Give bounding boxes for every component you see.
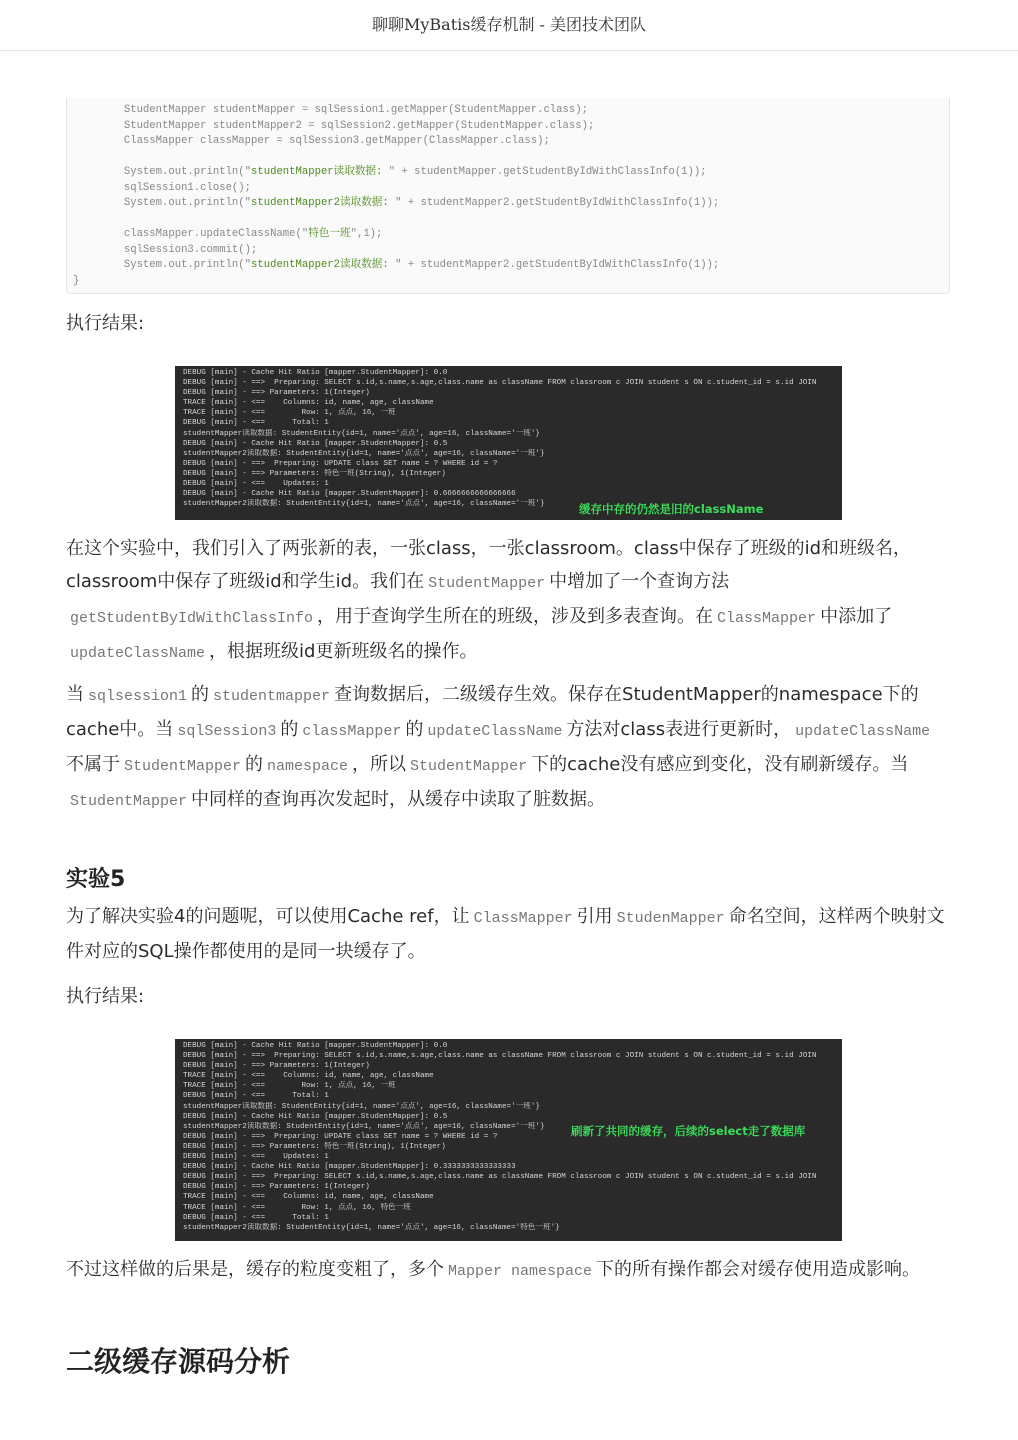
inline-code: classMapper: [302, 723, 402, 740]
terminal-log-line: DEBUG [main] - ==> Preparing: SELECT s.id,s.name,s.age,class.name as className FROM classroom c JOIN student s ON c.student_id = s.id JOIN: [183, 379, 817, 388]
terminal-log-line: DEBUG [main] - Cache Hit Ratio [mapper.StudentMapper]: 0.3333333333333333: [183, 1163, 516, 1172]
inline-code: Mapper namespace: [448, 1263, 593, 1280]
inline-code: StudentMapper: [124, 758, 242, 775]
terminal-log-line: studentMapper2读取数据: StudentEntity{id=1, name='点点', age=16, className='一班'}: [183, 449, 545, 458]
terminal-log-line: DEBUG [main] - ==> Parameters: 特色一班(String), 1(Integer): [183, 469, 446, 478]
code-block: [66, 98, 950, 294]
exec-result-label: 执行结果:: [66, 313, 145, 334]
terminal-log-line: studentMapper读取数据: StudentEntity{id=1, name='点点', age=16, className='一班'}: [183, 429, 540, 438]
inline-code: StudentMapper: [410, 758, 528, 775]
terminal-log-line: DEBUG [main] - Cache Hit Ratio [mapper.StudentMapper]: 0.0: [183, 369, 448, 377]
terminal-annotation: 刷新了共同的缓存，后续的select走了数据库: [571, 1124, 806, 1138]
terminal-screenshot-1: [175, 366, 842, 520]
terminal-log-line: DEBUG [main] - <== Updates: 1: [183, 1153, 329, 1162]
terminal-log-line: TRACE [main] - <== Row: 1, 点点, 16, 一班: [183, 1082, 396, 1091]
code-line: [67, 212, 949, 228]
terminal-log-line: TRACE [main] - <== Columns: id, name, age, className: [183, 1193, 434, 1202]
inline-code: updateClassName: [70, 645, 206, 662]
code-line: System.out.println("studentMapper读取数据: " + studentMapper.getStudentByIdWithClassInfo(1));: [73, 166, 707, 178]
terminal-log-line: TRACE [main] - <== Columns: id, name, age, className: [183, 399, 434, 408]
terminal-log-line: DEBUG [main] - Cache Hit Ratio [mapper.StudentMapper]: 0.0: [183, 1042, 448, 1050]
paragraph: 为了解决实验4的问题呢，可以使用Cache ref，让 ClassMapper 引用 StudenMapper 命名空间，这样两个映射文件对应的SQL操作都使用的是同一块缓存了。: [66, 906, 945, 962]
terminal-log-line: DEBUG [main] - <== Total: 1: [183, 1092, 329, 1101]
code-line: StudentMapper studentMapper = sqlSession1.getMapper(StudentMapper.class);: [73, 104, 588, 116]
paragraph: 当 sqlsession1 的 studentmapper 查询数据后，二级缓存生效。保存在StudentMapper的namespace下的cache中。当 sqlSession3 的 classMapper 的 updateClassName 方法对class表进行更新时， updateClassName不属于 StudentMapper 的 namespace ，所以 StudentMapper 下的cache没有感应到变化，没有刷新缓存。当StudentMapper 中同样的查询再次发起时，从缓存中读取了脏数据。: [66, 678, 952, 818]
terminal-log-line: TRACE [main] - <== Row: 1, 点点, 16, 特色一班: [183, 1203, 411, 1212]
terminal-log-line: DEBUG [main] - ==> Parameters: 特色一班(String), 1(Integer): [183, 1142, 446, 1151]
paragraph: 在这个实验中，我们引入了两张新的表，一张class，一张classroom。class中保存了班级的id和班级名，classroom中保存了班级id和学生id。我们在 StudentMapper 中增加了一个查询方法getStudentByIdWithClassInfo ，用于查询学生所在的班级，涉及到多表查询。在 ClassMapper 中添加了updateClassName ，根据班级id更新班级名的操作。: [66, 538, 912, 662]
exec-result-label: 执行结果:: [66, 986, 145, 1007]
terminal-log-line: DEBUG [main] - ==> Preparing: UPDATE class SET name = ? WHERE id = ?: [183, 1132, 498, 1141]
terminal-log-line: DEBUG [main] - Cache Hit Ratio [mapper.StudentMapper]: 0.6666666666666666: [183, 490, 516, 499]
terminal-log-line: DEBUG [main] - <== Total: 1: [183, 1213, 329, 1222]
terminal-log-line: TRACE [main] - <== Row: 1, 点点, 16, 一班: [183, 409, 396, 418]
terminal-annotation: 缓存中存的仍然是旧的className: [579, 502, 764, 516]
inline-code: updateClassName: [427, 723, 563, 740]
terminal-log-line: DEBUG [main] - ==> Preparing: SELECT s.id,s.name,s.age,class.name as className FROM classroom c JOIN student s ON c.student_id = s.id JOIN: [183, 1173, 817, 1182]
inline-code: updateClassName: [795, 723, 931, 740]
terminal-log-line: studentMapper2读取数据: StudentEntity{id=1, name='点点', age=16, className='一班'}: [183, 500, 545, 509]
inline-code: StudentMapper: [70, 793, 188, 810]
code-line: System.out.println("studentMapper2读取数据: " + studentMapper2.getStudentByIdWithClassInfo(1));: [73, 197, 720, 209]
terminal-log-line: DEBUG [main] - <== Total: 1: [183, 419, 329, 428]
page-title: 聊聊MyBatis缓存机制 - 美团技术团队: [0, 0, 1018, 51]
section-heading: 二级缓存源码分析: [66, 1345, 291, 1378]
inline-code: ClassMapper: [473, 910, 573, 927]
code-line: sqlSession3.commit();: [73, 243, 258, 256]
inline-code: sqlSession3: [177, 723, 277, 740]
section-heading: 实验5: [66, 867, 126, 892]
paragraph: 不过这样做的后果是，缓存的粒度变粗了，多个 Mapper namespace 下的所有操作都会对缓存使用造成影响。: [66, 1259, 921, 1280]
code-line: sqlSession1.close();: [73, 181, 252, 194]
terminal-log-line: DEBUG [main] - ==> Preparing: UPDATE class SET name = ? WHERE id = ?: [183, 459, 498, 468]
terminal-log-line: studentMapper2读取数据: StudentEntity{id=1, name='点点', age=16, className='特色一班'}: [183, 1223, 560, 1232]
inline-code: studentmapper: [213, 688, 331, 705]
inline-code: StudentMapper: [428, 575, 546, 592]
inline-code: namespace: [267, 758, 349, 775]
inline-code: getStudentByIdWithClassInfo: [70, 610, 314, 627]
code-line: System.out.println("studentMapper2读取数据: " + studentMapper2.getStudentByIdWithClassInfo(1));: [73, 259, 720, 271]
terminal-log-line: DEBUG [main] - ==> Parameters: 1(Integer): [183, 1183, 370, 1192]
code-line: StudentMapper studentMapper2 = sqlSession2.getMapper(StudentMapper.class);: [73, 119, 595, 132]
code-line: classMapper.updateClassName("特色一班",1);: [73, 228, 383, 240]
terminal-log-line: DEBUG [main] - Cache Hit Ratio [mapper.StudentMapper]: 0.5: [183, 439, 448, 448]
terminal-log-line: DEBUG [main] - ==> Preparing: SELECT s.id,s.name,s.age,class.name as className FROM classroom c JOIN student s ON c.student_id = s.id JOIN: [183, 1052, 817, 1061]
inline-code: StudenMapper: [616, 910, 725, 927]
code-line: [67, 150, 949, 166]
terminal-log-line: TRACE [main] - <== Columns: id, name, age, className: [183, 1072, 434, 1081]
terminal-log-line: DEBUG [main] - ==> Parameters: 1(Integer): [183, 1062, 370, 1071]
terminal-log-line: DEBUG [main] - Cache Hit Ratio [mapper.StudentMapper]: 0.5: [183, 1112, 448, 1121]
inline-code: ClassMapper: [717, 610, 817, 627]
inline-code: sqlsession1: [88, 688, 188, 705]
terminal-log-line: studentMapper2读取数据: StudentEntity{id=1, name='点点', age=16, className='一班'}: [183, 1122, 545, 1131]
terminal-screenshot-2: [175, 1039, 842, 1241]
code-line: ClassMapper classMapper = sqlSession3.getMapper(ClassMapper.class);: [73, 135, 550, 147]
code-line: }: [73, 274, 80, 287]
terminal-log-line: DEBUG [main] - ==> Parameters: 1(Integer): [183, 389, 370, 398]
terminal-log-line: DEBUG [main] - <== Updates: 1: [183, 480, 329, 489]
terminal-log-line: studentMapper读取数据: StudentEntity{id=1, name='点点', age=16, className='一班'}: [183, 1102, 540, 1111]
